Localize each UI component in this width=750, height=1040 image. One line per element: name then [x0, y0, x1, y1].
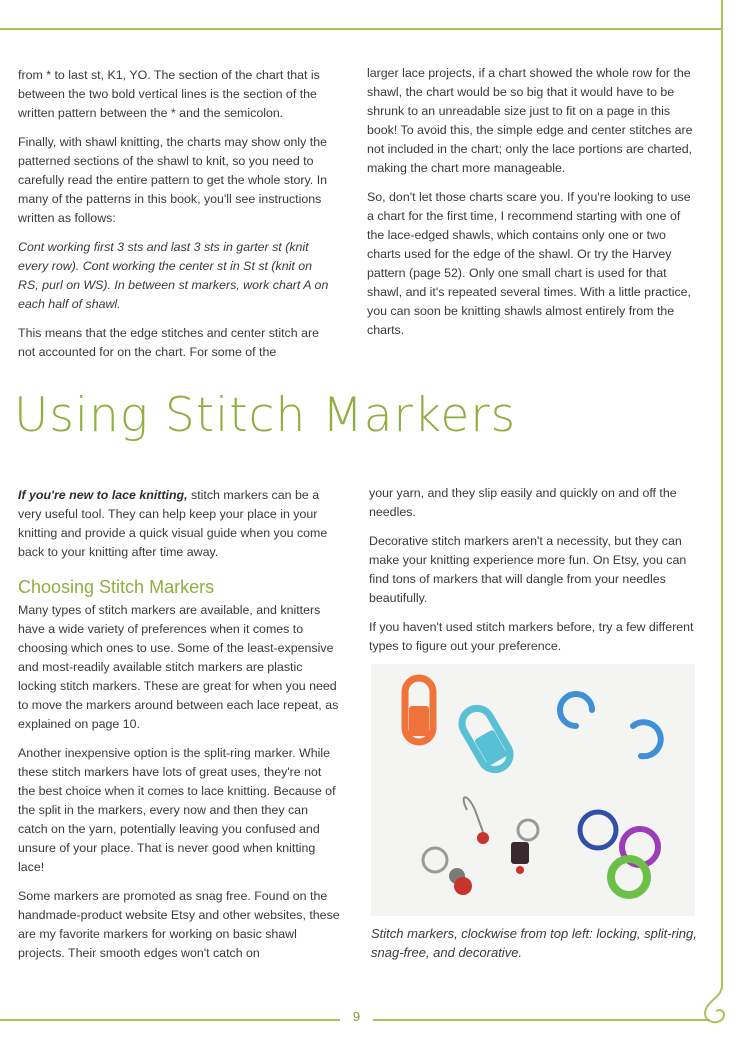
paragraph: Some markers are promoted as snag free. Found on the handmade-product website Etsy and other websites, these are my favorite markers for working on basic shawl projects. Their smooth edges won't catch on — [18, 889, 340, 960]
intro-paragraph — [18, 486, 340, 562]
decorative-markers — [423, 797, 538, 895]
aqua-locking-marker — [457, 703, 516, 775]
right-border-line — [721, 0, 723, 985]
top-right-column — [367, 64, 697, 350]
paragraph: This means that the edge stitches and center stitch are not accounted for on the chart. For some of the — [18, 326, 319, 359]
corner-flourish-icon — [700, 985, 740, 1030]
orange-locking-marker — [405, 678, 433, 742]
paragraph: Decorative stitch markers aren't a necessity, but they can make your knitting experience more fun. On Etsy, you can find tons of markers that will dangle from your needles beautifully. — [369, 534, 687, 605]
paragraph: So, don't let those charts scare you. If you're looking to use a chart for the first time, I recommend starting with one of the lace-edged shawls, which contains only one or two charts used for the edge of the shawl. Or try the Harvey pattern (page 52). Only one small chart is used for that shawl, and it's repeated several times. With a little practice, you can soon be knitting shawls almost entirely from the charts. — [367, 190, 691, 337]
paragraph: Another inexpensive option is the split-ring marker. While these stitch markers have lots of great uses, they're not the best choice when it comes to lace knitting. Because of the split in the markers, every now and then they can catch on the yarn, potentially leaving you confused and unsure of your place. That is never good when knitting lace! — [18, 746, 336, 874]
paragraph: Many types of stitch markers are available, and knitters have a wide variety of preferences when it comes to choosing which ones to use. Some of the least-expensive and most-readily available stitch markers are plastic locking stitch markers. These are great for when you need to move the markers around between each lace repeat, as explained on page 10. — [18, 603, 339, 731]
stitch-markers-photo — [371, 664, 695, 916]
paragraph: your yarn, and they slip easily and quickly on and off the needles. — [369, 486, 677, 519]
subheading: Choosing Stitch Markers — [18, 577, 215, 597]
paragraph: Finally, with shawl knitting, the charts may show only the patterned sections of the shawl to knit, so you need to carefully read the entire pattern to get the whole story. In many of the patterns in this book, you'll see instructions written as follows: — [18, 135, 328, 225]
bottom-border-line — [0, 1019, 340, 1021]
paragraph: from * to last st, K1, YO. The section of the chart that is between the two bold vertical lines is the section of the written pattern between the * and the semicolon. — [18, 68, 320, 120]
section-title: Using Stitch Markers — [14, 388, 517, 443]
top-border-line — [0, 28, 722, 30]
bottom-left-column — [18, 486, 340, 973]
blue-split-ring-marker — [560, 694, 661, 756]
top-left-column — [18, 66, 336, 372]
pattern-instruction-example: Cont working first 3 sts and last 3 sts in garter st (knit every row). Cont working the center st in St st (knit on RS, purl on WS). In between st markers, work chart A on each half of shawl. — [18, 240, 329, 311]
photo-caption: Stitch markers, clockwise from top left: locking, split-ring, snag-free, and decorative. — [371, 926, 697, 960]
page-number: 9 — [352, 1009, 361, 1024]
paragraph: If you haven't used stitch markers before, try a few different types to figure out your preference. — [369, 620, 694, 653]
paragraph: larger lace projects, if a chart showed the whole row for the shawl, the chart would be so big that it would have to be shrunk to an unreadable size just to fit on a page in this book! To avoid this, the simple edge and center stitches are not included in the chart; only the lace portions are charted, making the chart more manageable. — [367, 66, 693, 175]
intro-text: stitch markers can be a very useful tool. They can help keep your place in your knitting and provide a quick visual guide when you come back to your knitting after time away. — [18, 488, 328, 559]
snag-free-rings — [580, 812, 658, 895]
intro-lead: If you're new to lace knitting, — [18, 488, 188, 502]
bottom-right-column — [369, 484, 695, 666]
bottom-border-line — [373, 1019, 710, 1021]
